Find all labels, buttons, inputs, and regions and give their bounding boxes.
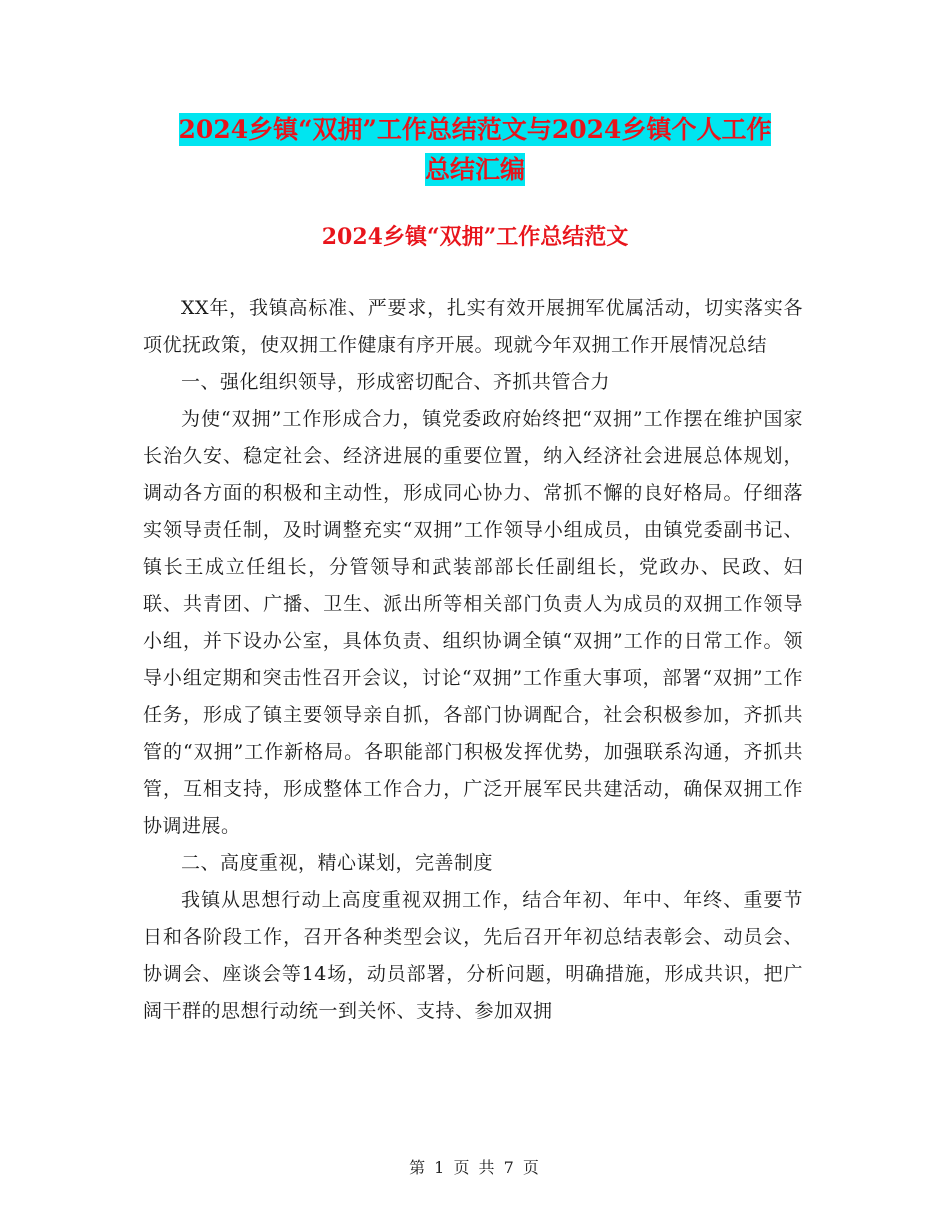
section-title: 2024乡镇“双拥”工作总结范文 — [321, 224, 629, 250]
document-title — [0, 110, 950, 190]
paragraph: 为使“双拥”工作形成合力，镇党委政府始终把“双拥”工作摆在维护国家长治久安、稳定社会、经济进展的重要位置，纳入经济社会进展总体规划，调动各方面的积极和主动性，形成同心协力、常抓不懈的良好格局。仔细落实领导责任制，及时调整充实“双拥”工作领导小组成员，由镇党委副书记、镇长王成立任组长，分管领导和武装部部长任副组长，党政办、民政、妇联、共青团、广播、卫生、派出所等相关部门负责人为成员的双拥工作领导小组，并下设办公室，具体负责、组织协调全镇“双拥”工作的日常工作。领导小组定期和突击性召开会议，讨论“双拥”工作重大事项，部署“双拥”工作任务，形成了镇主要领导亲自抓，各部门协调配合，社会积极参加，齐抓共管的“双拥”工作新格局。各职能部门积极发挥优势，加强联系沟通，齐抓共管，互相支持，形成整体工作合力，广泛开展军民共建活动，确保双拥工作协调进展。 — [143, 408, 803, 837]
page-number-footer: 第 1 页 共 7 页 — [409, 1158, 541, 1177]
document-title-line1: 2024乡镇“双拥”工作总结范文与2024乡镇个人工作 — [178, 115, 772, 144]
paragraph-heading: 一、强化组织领导，形成密切配合、齐抓共管合力 — [181, 371, 611, 393]
document-title-line2: 总结汇编 — [424, 155, 525, 184]
paragraph: XX年，我镇高标准、严要求，扎实有效开展拥军优属活动，切实落实各项优抚政策，使双拥工作健康有序开展。现就今年双拥工作开展情况总结 — [143, 297, 803, 356]
paragraph: 我镇从思想行动上高度重视双拥工作，结合年初、年中、年终、重要节日和各阶段工作，召开各种类型会议，先后召开年初总结表彰会、动员会、协调会、座谈会等14场，动员部署，分析问题，明确措施，形成共识，把广阔干群的思想行动统一到关怀、支持、参加双拥 — [143, 889, 803, 1022]
paragraph-heading: 二、高度重视，精心谋划，完善制度 — [181, 852, 494, 874]
document-body — [143, 290, 803, 1030]
